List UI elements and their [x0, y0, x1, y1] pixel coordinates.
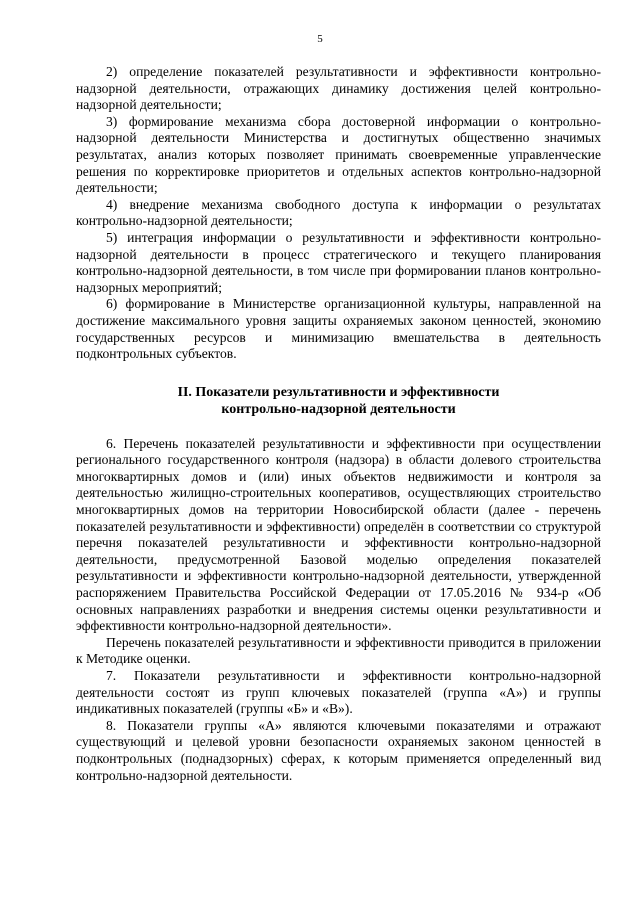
page-content: [76, 64, 601, 784]
list-item-3: 3) формирование механизма сбора достоверной информации о контрольно-надзорной деятельности Министерства и достигнутых общественно значимых результатах, анализ которых позволяет принимать своевременные управленческие решения по корректировке приоритетов и отдельных аспектов контрольно-надзорной деятельности;: [76, 113, 601, 196]
paragraph-6: 6. Перечень показателей результативности и эффективности при осуществлении регионального государственного контроля (надзора) в области долевого строительства многоквартирных домов и (или) иных объектов недвижимости и контроля за деятельностью жилищно-строительных кооперативов, осуществляющих строительство многоквартирных домов на территории Новосибирской области (далее - перечень показателей результативности и эффективности) определён в соответствии со структурой перечня показателей результативности и эффективности контрольно-надзорной деятельности, предусмотренной Базовой моделью определения показателей результативности и эффективности контрольно-надзорной деятельности, утвержденной распоряжением Правительства Российской Федерации от 17.05.2016 № 934-р «Об основных направлениях разработки и внедрения системы оценки результативности и эффективности контрольно-надзорной деятельности».: [76, 435, 601, 634]
list-item-2: 2) определение показателей результативности и эффективности контрольно-надзорной деятельности, отражающих динамику достижения целей контрольно-надзорной деятельности;: [76, 64, 601, 113]
list-item-5: 5) интеграция информации о результативности и эффективности контрольно-надзорной деятельности в процесс стратегического и текущего планирования контрольно-надзорной деятельности, в том числе при формировании планов контрольно-надзорных мероприятий;: [76, 229, 601, 295]
page-number: 5: [317, 33, 323, 45]
section-heading-line-2: контрольно-надзорной деятельности: [221, 401, 456, 417]
list-item-4: 4) внедрение механизма свободного доступа к информации о результатах контрольно-надзорной деятельности;: [76, 196, 601, 229]
paragraph-7: 7. Показатели результативности и эффективности контрольно-надзорной деятельности состоят из групп ключевых показателей (группа «А») и группы индикативных показателей (группы «Б» и «В»).: [76, 668, 601, 717]
paragraph-6-continuation: Перечень показателей результативности и эффективности приводится в приложении к Методике оценки.: [76, 634, 601, 667]
list-item-6: 6) формирование в Министерстве организационной культуры, направленной на достижение максимального уровня защиты охраняемых законом ценностей, экономию государственных ресурсов и минимизацию вмешательства в деятельность подконтрольных субъектов.: [76, 296, 601, 362]
section-heading: [76, 384, 601, 418]
section-heading-line-1: II. Показатели результативности и эффективности: [177, 384, 500, 400]
paragraph-8: 8. Показатели группы «А» являются ключевыми показателями и отражают существующий и целевой уровни безопасности охраняемых законом ценностей в подконтрольных (поднадзорных) сферах, к которым применяется определенный вид контрольно-надзорной деятельности.: [76, 717, 601, 783]
